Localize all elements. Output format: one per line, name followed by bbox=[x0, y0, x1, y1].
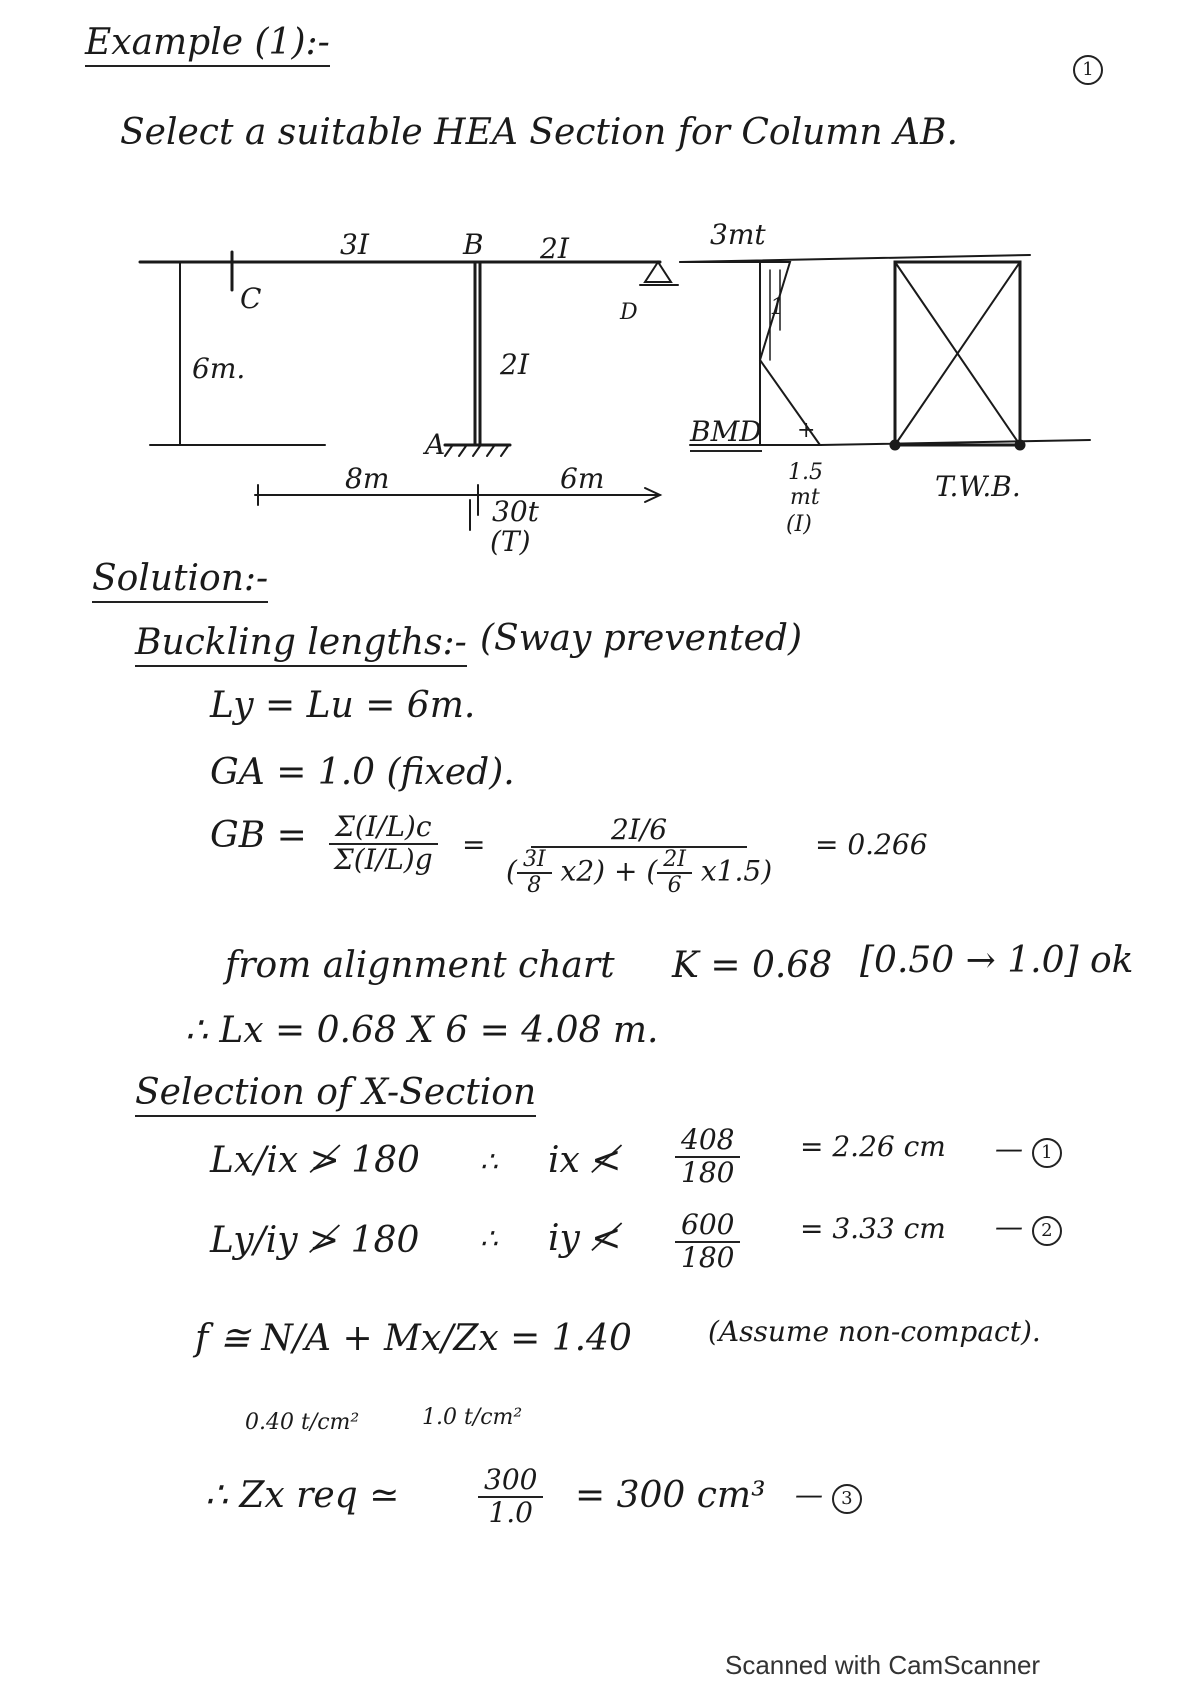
page-number-badge bbox=[1073, 55, 1103, 85]
label-column-inertia: 2I bbox=[500, 348, 529, 381]
gb-result: = 0.266 bbox=[815, 828, 928, 861]
row2-num: 600 bbox=[675, 1210, 740, 1243]
label-height: 6m. bbox=[192, 352, 246, 385]
stress-sub2: 1.0 t/cm² bbox=[422, 1405, 523, 1430]
ga-line: GA = 1.0 (fixed). bbox=[210, 752, 515, 793]
row1-sym: ∴ bbox=[480, 1145, 498, 1178]
label-moment-top: 3mt bbox=[710, 218, 766, 251]
row2-fraction bbox=[675, 1210, 740, 1274]
stress-equation: f ≅ N/A + Mx/Zx = 1.40 bbox=[195, 1318, 632, 1359]
row2-mid: iy ≮ bbox=[548, 1218, 622, 1259]
row1-tag: 1 bbox=[1032, 1138, 1062, 1168]
gb-fraction-num: Σ(I/L)c bbox=[329, 812, 437, 845]
gb-den-b-den: 6 bbox=[667, 872, 682, 898]
gb-den-a-mult: x2 bbox=[560, 854, 595, 888]
zx-prefix: ∴ Zx req ≃ bbox=[205, 1475, 400, 1516]
k-range: [0.50 → 1.0] ok bbox=[860, 940, 1134, 981]
row1-left: Lx/ix ≯ 180 bbox=[210, 1140, 420, 1181]
scanner-footer: Scanned with CamScanner bbox=[725, 1650, 1041, 1680]
label-beam-right-inertia: 2I bbox=[540, 232, 569, 265]
label-moment-bottom-note: (I) bbox=[786, 512, 812, 537]
gb-den-b-num: 2I bbox=[657, 848, 692, 874]
pin-support-d bbox=[645, 262, 671, 282]
k-value: K = 0.68 bbox=[672, 945, 833, 986]
zx-den: 1.0 bbox=[488, 1495, 533, 1529]
problem-statement: Select a suitable HEA Section for Column AB. bbox=[120, 112, 958, 153]
label-span-right: 6m bbox=[560, 462, 605, 495]
label-twb: T.W.B. bbox=[935, 470, 1021, 503]
gb-prefix: GB = bbox=[210, 815, 307, 856]
selection-heading: Selection of X-Section bbox=[135, 1072, 536, 1117]
label-axial-load-note: (T) bbox=[490, 525, 531, 558]
row1-result: = 2.26 cm bbox=[800, 1130, 946, 1163]
gb-value-num: 2I/6 bbox=[531, 815, 747, 848]
alignment-text: from alignment chart bbox=[225, 945, 615, 986]
gb-value bbox=[500, 815, 778, 898]
gb-equals: = bbox=[462, 828, 486, 861]
buckling-heading: Buckling lengths:- bbox=[135, 622, 467, 667]
label-beam-left-inertia: 3I bbox=[340, 228, 369, 261]
row2-tag-wrap: — 2 bbox=[995, 1210, 1062, 1246]
stress-note: (Assume non-compact). bbox=[708, 1315, 1041, 1348]
label-moment-bottom: 1.5 bbox=[788, 460, 823, 485]
lx-line: ∴ Lx = 0.68 X 6 = 4.08 m. bbox=[185, 1010, 659, 1051]
row1-num: 408 bbox=[675, 1125, 740, 1158]
row1-fraction bbox=[675, 1125, 740, 1189]
label-bmd: BMD bbox=[690, 415, 762, 452]
row1-mid: ix ≮ bbox=[548, 1140, 622, 1181]
row1-den: 180 bbox=[681, 1155, 735, 1189]
zx-num: 300 bbox=[478, 1465, 543, 1498]
row2-result: = 3.33 cm bbox=[800, 1212, 946, 1245]
example-title: Example (1):- bbox=[85, 22, 330, 67]
label-joint-d: D bbox=[620, 300, 638, 325]
row2-sym: ∴ bbox=[480, 1222, 498, 1255]
ly-line: Ly = Lu = 6m. bbox=[210, 685, 476, 726]
label-span-left: 8m bbox=[345, 462, 390, 495]
row2-den: 180 bbox=[681, 1240, 735, 1274]
gb-value-den: ( $\frac{3I}{8}$ x2) + ( $\frac{2I}{6}$ x1.5) bbox=[506, 846, 773, 898]
zx-result: = 300 cm³ bbox=[575, 1475, 766, 1516]
solution-heading: Solution:- bbox=[92, 558, 268, 603]
gb-den-a-den: 8 bbox=[527, 872, 542, 898]
gb-den-plus: + bbox=[613, 854, 638, 888]
row2-left: Ly/iy ≯ 180 bbox=[210, 1220, 420, 1261]
label-joint-a: A bbox=[425, 428, 446, 461]
row1-tag-wrap: — 1 bbox=[995, 1132, 1062, 1168]
stress-sub1: 0.40 t/cm² bbox=[245, 1410, 360, 1435]
label-joint-b: B bbox=[463, 228, 484, 261]
zx-tag: 3 bbox=[832, 1484, 862, 1514]
gb-fraction bbox=[328, 812, 439, 876]
gb-den-b-mult: x1.5 bbox=[700, 854, 762, 888]
label-joint-c: C bbox=[240, 282, 262, 315]
page-number: 1 bbox=[1073, 55, 1103, 85]
label-bmd-sign-top: 1 bbox=[770, 295, 784, 320]
label-moment-bottom-unit: mt bbox=[790, 485, 820, 510]
zx-fraction bbox=[478, 1465, 543, 1529]
label-axial-load: 30t bbox=[492, 495, 539, 528]
row2-tag: 2 bbox=[1032, 1216, 1062, 1246]
gb-den-a-num: 3I bbox=[517, 848, 552, 874]
zx-tag-wrap: — 3 bbox=[795, 1478, 862, 1514]
buckling-note: (Sway prevented) bbox=[480, 618, 803, 659]
label-bmd-sign-bottom: + bbox=[797, 418, 816, 443]
gb-fraction-den: Σ(I/L)g bbox=[334, 842, 433, 876]
